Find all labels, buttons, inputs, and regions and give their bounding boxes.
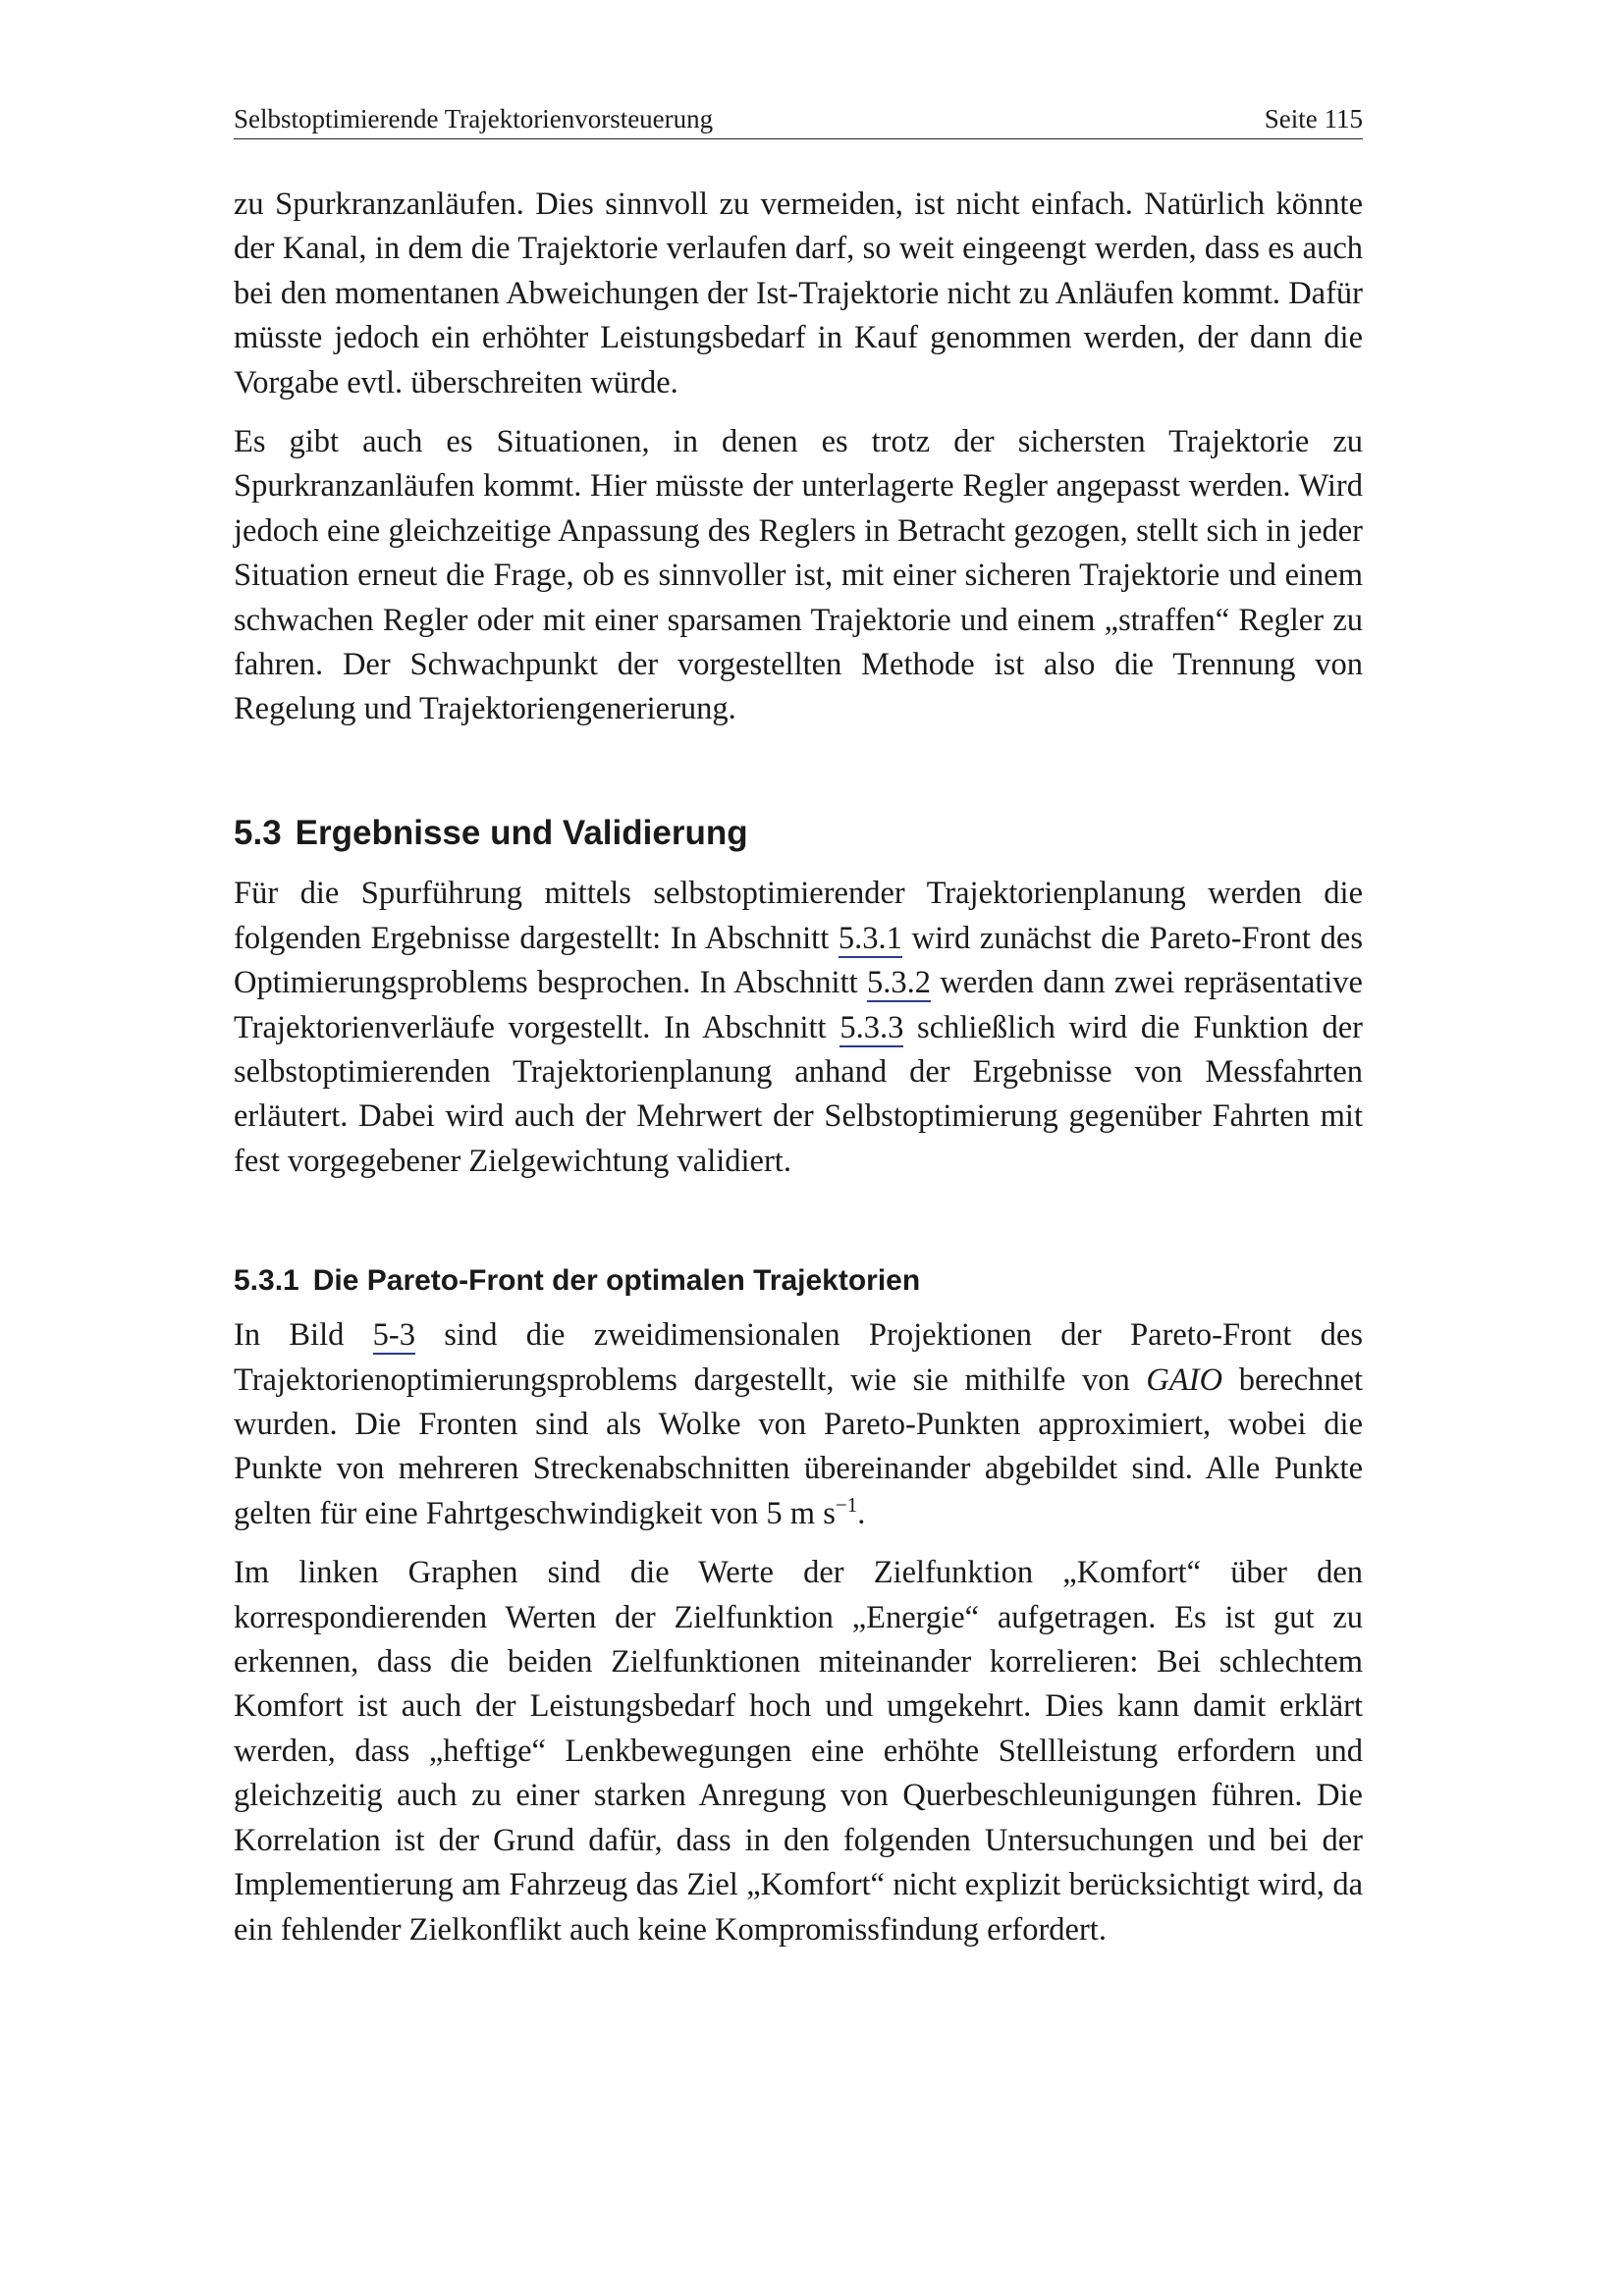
text-run: werden dann zwei repräsentative Trajektorienverläufe vorgestellt. In Abschnitt: [234, 965, 1363, 1045]
text-run: sind die zweidimensionalen Projektionen der Pareto-Front des Trajektorienoptimierungsproblems dargestellt, wie sie mithilfe von: [234, 1317, 1363, 1398]
subsection-title: Die Pareto-Front der optimalen Trajektorien: [312, 1264, 921, 1298]
paragraph-1: zu Spurkranzanläufen. Dies sinnvoll zu vermeiden, ist nicht einfach. Natürlich könnte der Kanal, in dem die Trajektorie verlaufen darf, so weit eingeengt werden, dass es auch bei den momentanen Abweichungen der Ist-Trajektorie nicht zu Anläufen kommt. Dafür müsste jedoch ein erhöhter Leistungsbedarf in Kauf genommen werden, der dann die Vorgabe evtl. überschreiten würde.: [234, 187, 1363, 400]
text-run: schließlich wird die Funktion der selbstoptimierenden Trajektorienplanung anhand der Ergebnisse von Messfahrten erläutert. Dabei wird auch der Mehrwert der Selbstoptimierung gegenüber Fahrten mit fest vorgegebener Zielgewichtung validiert.: [234, 1009, 1364, 1179]
paragraph-pareto-front: [234, 1313, 1363, 1536]
page: [234, 106, 1363, 1952]
section-title: Ergebnisse und Validierung: [295, 813, 748, 852]
text-run: In Bild: [234, 1317, 373, 1354]
text-run: .: [857, 1495, 866, 1531]
subsection-number: 5.3.1: [234, 1264, 299, 1298]
page-number: Seite 115: [1264, 104, 1363, 133]
subsection-heading-5-3-1: [234, 1264, 1363, 1297]
section-number: 5.3: [234, 813, 282, 852]
gaio-term: GAIO: [1146, 1362, 1223, 1398]
section-5-3-text: [234, 872, 1363, 1184]
running-header: [234, 106, 1363, 139]
text-run: berechnet wurden. Die Fronten sind als Wolke von Pareto-Punkten approximiert, wobei die Punkte von mehreren Streckenabschnitten übereinander abgebildet sind. Alle Punkte gelten für eine Fahrtgeschwindigkeit von 5 m s: [234, 1362, 1363, 1531]
paragraph-komfort-energie: Im linken Graphen sind die Werte der Zielfunktion „Komfort“ über den korrespondierenden Werten der Zielfunktion „Energie“ aufgetragen. Es ist gut zu erkennen, dass die beiden Zielfunktionen miteinander korrelieren: Bei schlechtem Komfort ist auch der Leistungsbedarf hoch und umgekehrt. Dies kann damit erklärt werden, dass „heftige“ Lenkbewegungen eine erhöhte Stellleistung erfordern und gleichzeitig auch zu einer starken Anregung von Querbeschleunigungen führen. Die Korrelation ist der Grund dafür, dass in den folgenden Untersuchungen und bei der Implementierung am Fahrzeug das Ziel „Komfort“ nicht explizit berücksichtigt wird, da ein fehlender Zielkonflikt auch keine Kompromissfindung erfordert.: [234, 1555, 1363, 1948]
section-ref-5-3-1[interactable]: 5.3.1: [838, 920, 902, 956]
section-heading-5-3: [234, 815, 1363, 853]
figure-ref-5-3[interactable]: 5-3: [372, 1317, 415, 1354]
intro-text: [234, 183, 1363, 732]
paragraph-section-intro: [234, 872, 1363, 1184]
section-ref-5-3-3[interactable]: 5.3.3: [839, 1009, 904, 1045]
section-5-3-1-text: [234, 1313, 1363, 1952]
text-run: Für die Spurführung mittels selbstoptimierender Trajektorienplanung werden die folgenden Ergebnisse dargestellt: In Abschnitt: [234, 876, 1363, 956]
section-ref-5-3-2[interactable]: 5.3.2: [867, 965, 932, 1001]
text-run: wird zunächst die Pareto-Front des Optimierungsproblems besprochen. In Abschnitt: [234, 920, 1363, 1001]
unit-exponent: −1: [835, 1493, 858, 1518]
running-title: Selbstoptimierende Trajektorienvorsteuerung: [234, 104, 714, 133]
paragraph-2: Es gibt auch es Situationen, in denen es trotz der sichersten Trajektorie zu Spurkranzanläufen kommt. Hier müsste der unterlagerte Regler angepasst werden. Wird jedoch eine gleichzeitige Anpassung des Reglers in Betracht gezogen, stellt sich in jeder Situation erneut die Frage, ob es sinnvoller ist, mit einer sicheren Trajektorie und einem schwachen Regler oder mit einer sparsamen Trajektorie und einem „straffen“ Regler zu fahren. Der Schwachpunkt der vorgestellten Methode ist also die Trennung von Regelung und Trajektoriengenerierung.: [234, 424, 1363, 727]
